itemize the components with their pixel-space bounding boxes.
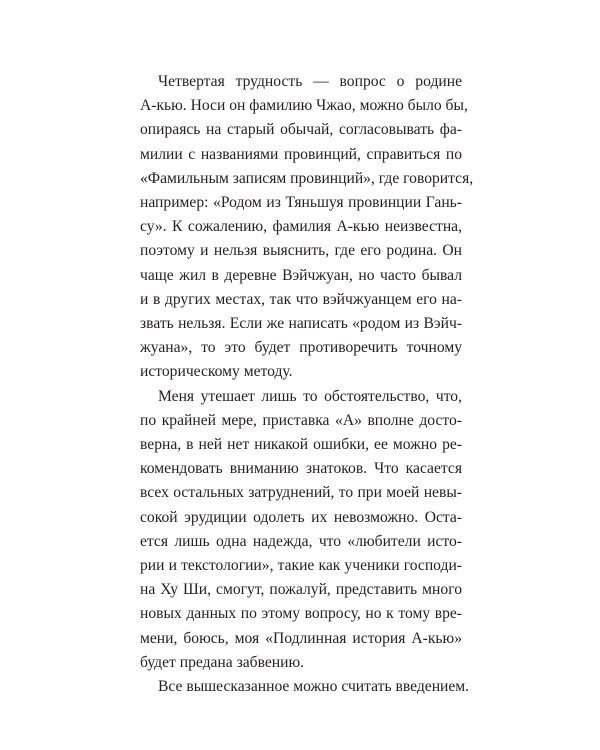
text-line: звать нельзя. Если же написать «родом из Вэйч- [140,315,462,333]
text-line: ется лишь одна надежда, что «любители исто- [140,532,462,550]
text-line: верна, в ней нет никакой ошибки, ее можно ре- [140,436,462,454]
text-line: сокой эрудиции одолеть их невозможно. Оста- [140,508,462,526]
text-line: всех остальных затруднений, то при моей невы- [140,484,462,502]
text-line: на Ху Ши, смогут, пожалуй, представить много [140,581,462,599]
text-line: историческому методу. [140,363,293,381]
text-line: например: «Родом из Тяньшуя провинции Гань- [140,194,462,212]
text-line: и в других местах, так что вэйчжуанцем его на- [140,290,462,308]
text-line: комендовать вниманию знатоков. Что касается [140,460,462,478]
text-line: жуана», то это будет противоречить точному [140,339,462,357]
paragraph-2 [140,385,462,675]
text-line: «Фамильным записям провинций», где говорится, [140,169,474,187]
paragraph-1 [140,70,474,385]
text-line: су». К сожалению, фамилия А-кью неизвестна, [140,218,462,236]
text-line: Все вышесказанное можно считать введением. [158,678,470,696]
body-text [140,70,474,699]
text-line: новых данных по этому вопросу, но к тому вре- [140,605,462,623]
text-line: опираясь на старый обычай, согласовывать фа- [140,121,462,139]
text-line: мени, боюсь, моя «Подлинная история А-кью» [140,629,462,647]
text-line: чаще жил в деревне Вэйчжуан, но часто бывал [140,266,462,284]
text-line: милии с названиями провинций, справиться по [140,145,462,163]
text-line: поэтому и нельзя выяснить, где его родина. Он [140,242,462,260]
paragraph-3 [140,675,470,699]
text-line: по крайней мере, приставка «А» вполне досто- [140,411,462,429]
text-line: рии и текстологии», такие как ученики господи- [140,557,462,575]
text-line: будет предана забвению. [140,653,305,671]
text-line: А-кью. Носи он фамилию Чжао, можно было бы, [140,97,468,115]
text-line: Меня утешает лишь то обстоятельство, что, [158,387,462,405]
text-line: Четвертая трудность — вопрос о родине [158,73,462,90]
